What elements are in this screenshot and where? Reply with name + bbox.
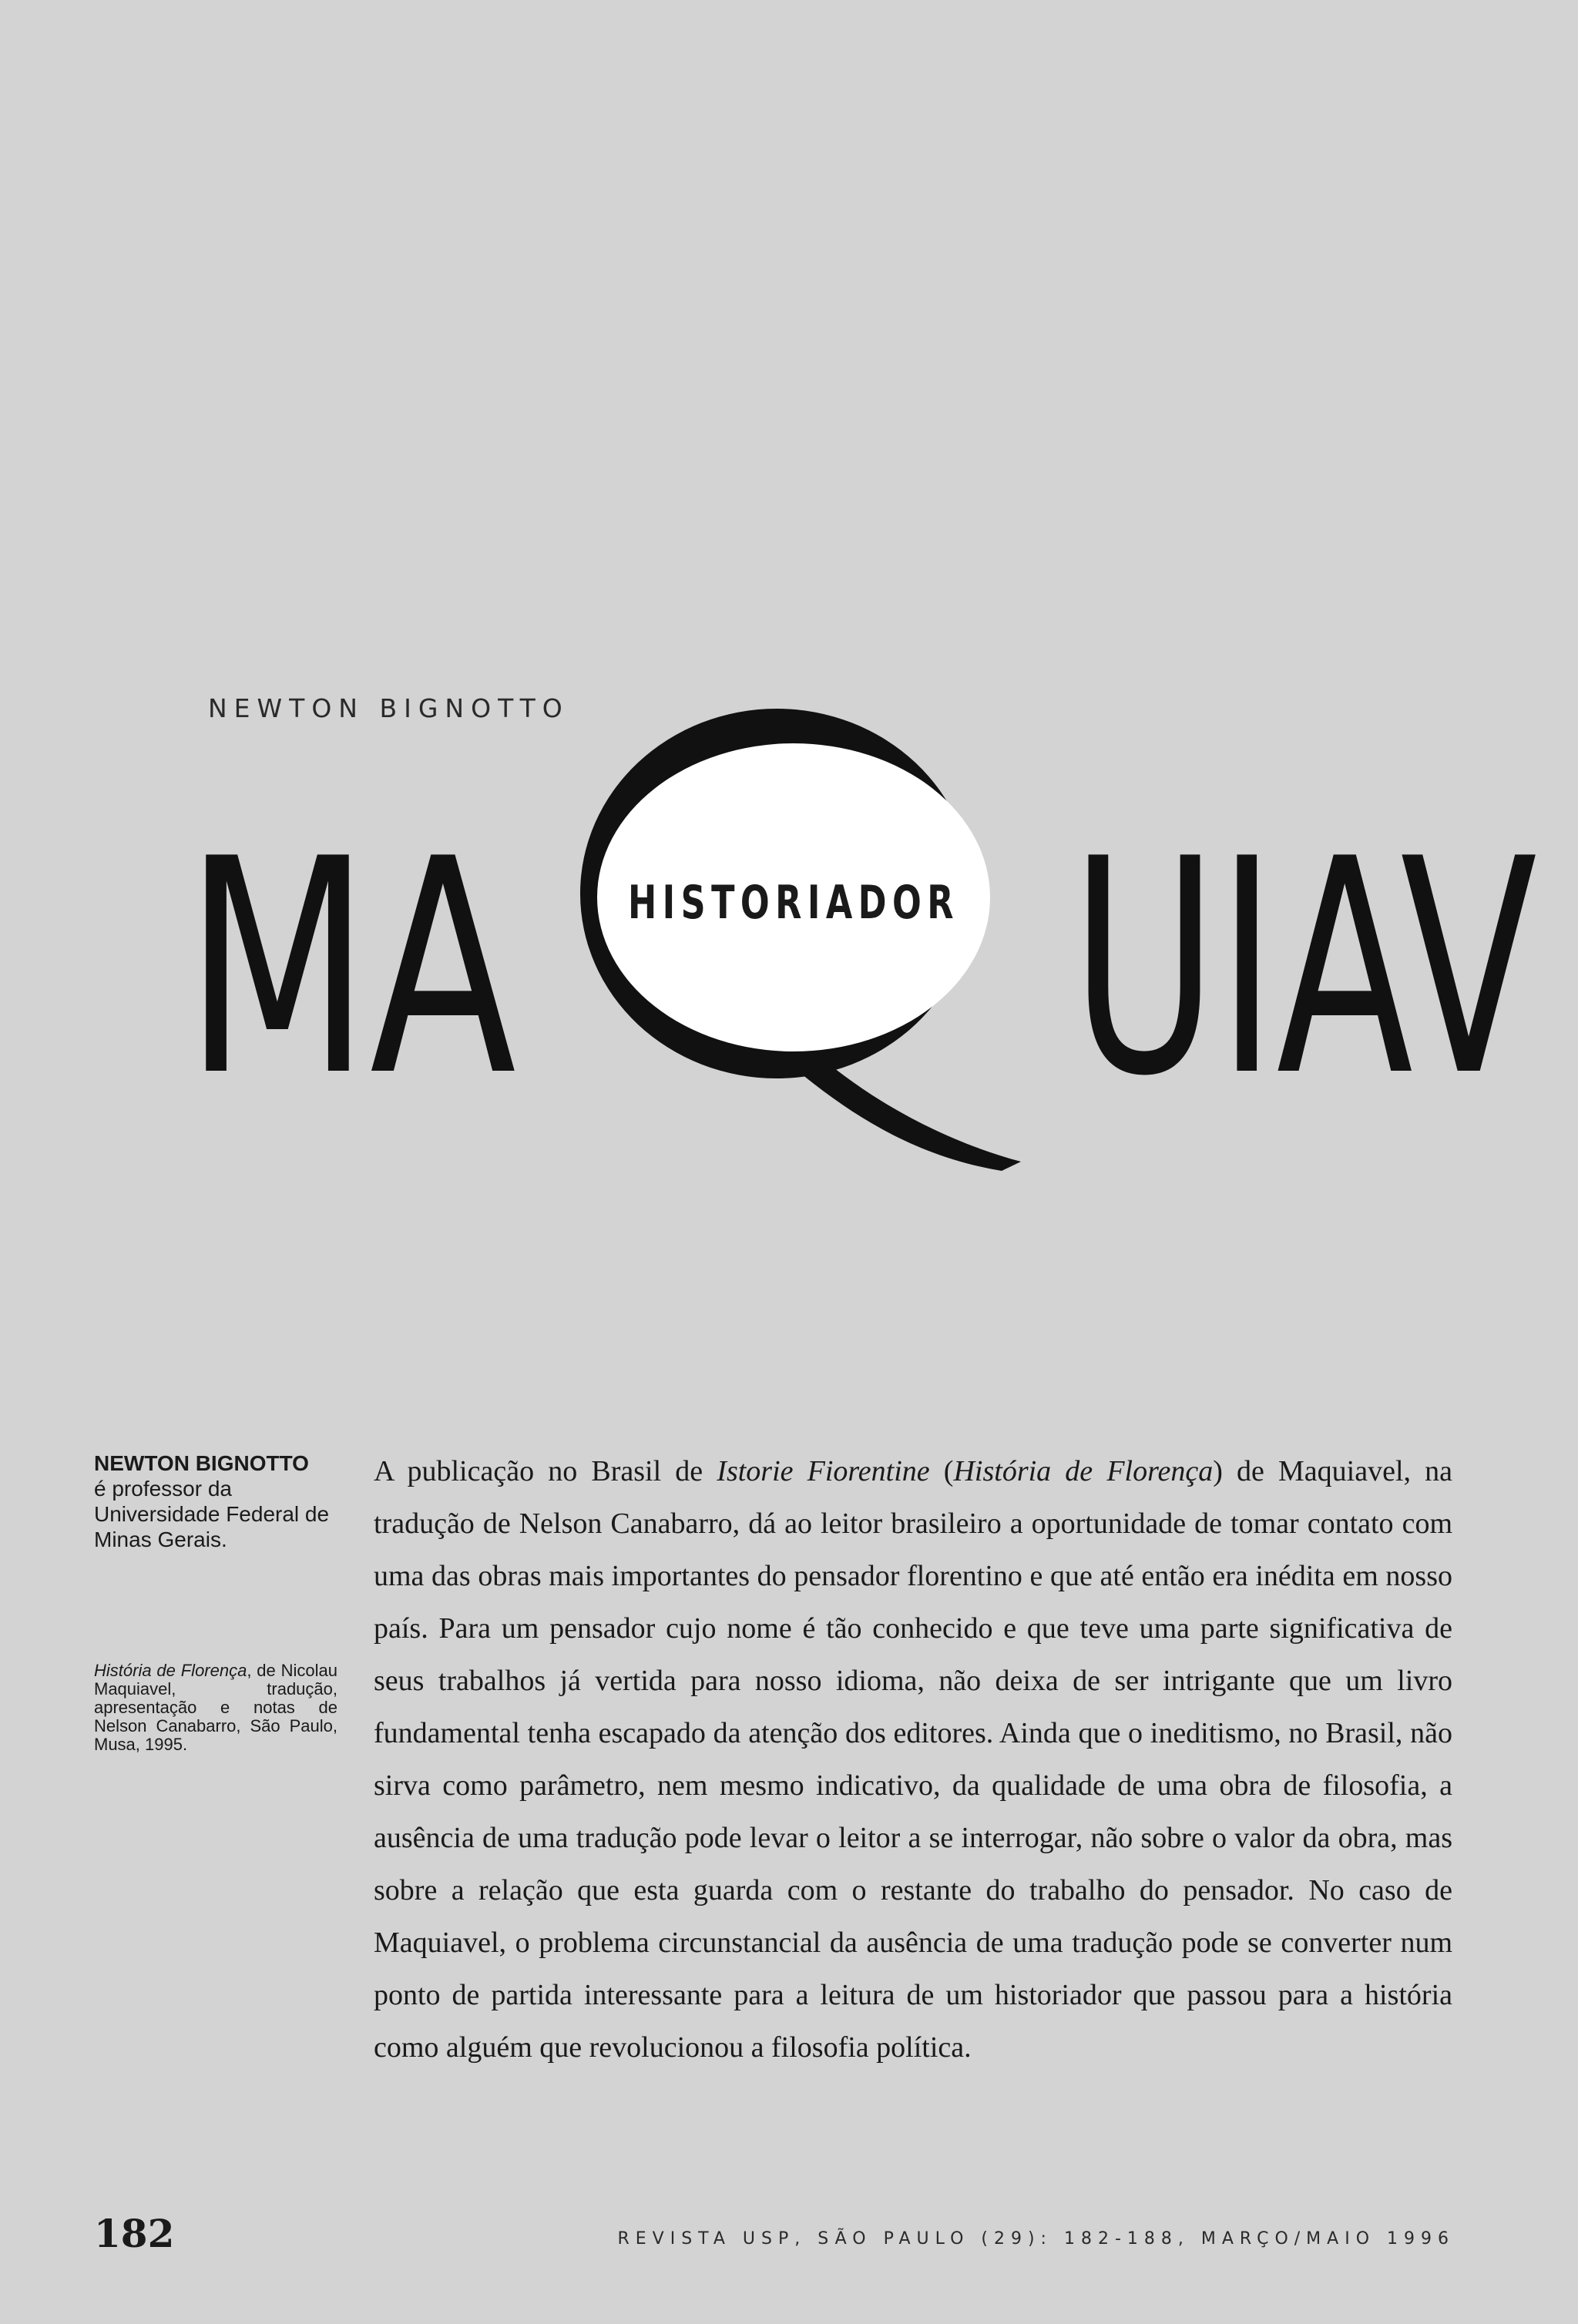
author-name-header: NEWTON BIGNOTTO <box>208 693 569 723</box>
body-title-translated: História de Florença <box>953 1455 1214 1487</box>
author-sidebar <box>94 1450 337 1754</box>
book-reference <box>94 1662 337 1754</box>
book-reference-title: História de Florença <box>94 1661 247 1680</box>
book-reference-details: , de Nicolau Maquiavel, tradução, apresentação e notas de Nelson Canabarro, São Paulo, Musa, 1995. <box>94 1661 337 1754</box>
title-right-letters: UIAV <box>1071 795 1538 1141</box>
page-number: 182 <box>94 2211 175 2256</box>
body-intro: A publicação no Brasil de <box>374 1455 717 1487</box>
journal-citation: REVISTA USP, SÃO PAULO (29): 182-188, MARÇO/MAIO 1996 <box>617 2229 1455 2249</box>
title-q-tail <box>771 1032 1021 1171</box>
title-left-letters: MA <box>185 795 517 1141</box>
article-body-paragraph <box>374 1445 1452 2074</box>
title-inner-word: HISTORIADOR <box>628 876 959 930</box>
sidebar-author-name: NEWTON BIGNOTTO <box>94 1451 309 1475</box>
body-title-original: Istorie Fiorentine <box>717 1455 930 1487</box>
body-paren-open: ( <box>929 1455 954 1487</box>
sidebar-author-bio: é professor da Universidade Federal de Minas Gerais. <box>94 1477 330 1551</box>
body-text-rest: ) de Maquiavel, na tradução de Nelson Canabarro, dá ao leitor brasileiro a oportunidade de tomar contato com uma das obras mais importantes do pensador florentino e que até então era inédita em nosso país. Para um pensador cujo nome é tão conhecido e que teve uma parte significativa de seus trabalhos já vertida para nosso idioma, não deixa de ser intrigante que um livro fundamental tenha escapado da atenção dos editores. Ainda que o ineditismo, no Brasil, não sirva como parâmetro, nem mesmo indicativo, da qualidade de uma obra de filosofia, a ausência de uma tradução pode levar o leitor a se interrogar, não sobre o valor da obra, mas sobre a relação que esta guarda com o restante do trabalho do pensador. No caso de Maquiavel, o problema circunstancial da ausência de uma tradução pode se converter num ponto de partida interessante para a leitura de um historiador que passou para a história como alguém que revolucionou a filosofia política. <box>374 1455 1453 2064</box>
